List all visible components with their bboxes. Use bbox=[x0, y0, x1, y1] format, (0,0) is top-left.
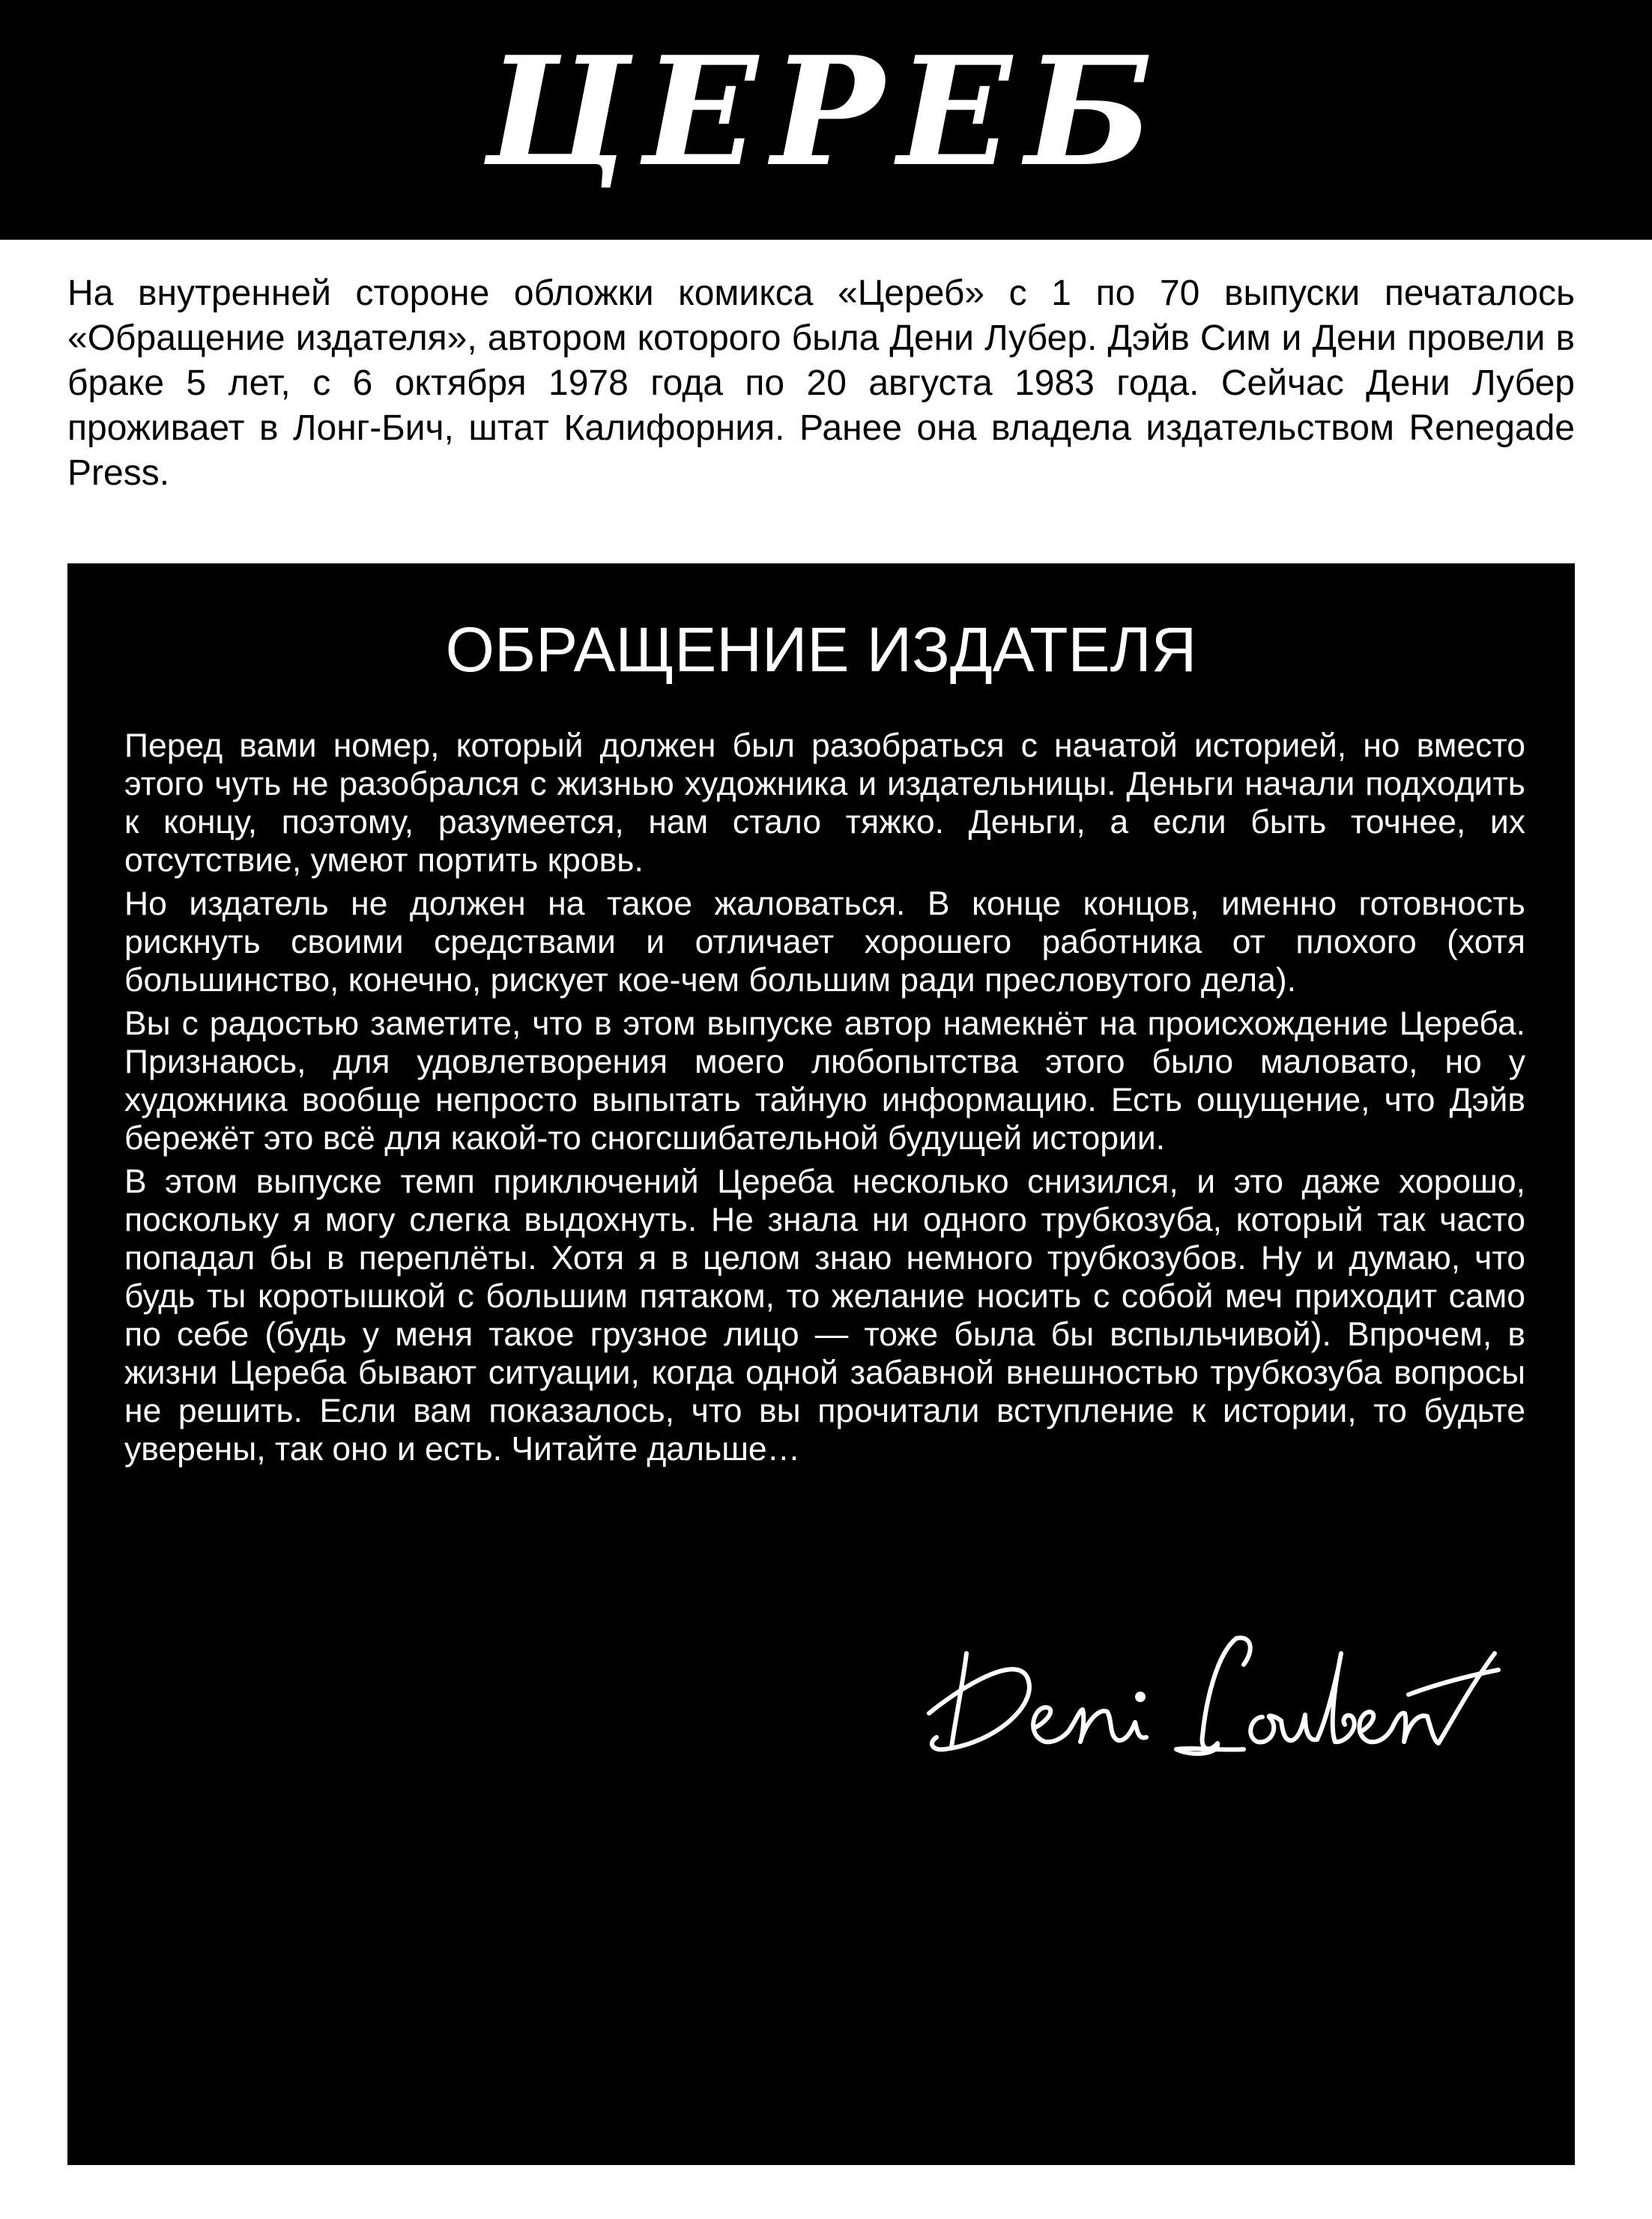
signature-image bbox=[922, 1623, 1506, 1766]
editorial-body bbox=[124, 727, 1525, 1474]
title-band bbox=[0, 0, 1652, 240]
editorial-paragraph: Перед вами номер, который должен был разобраться с начатой историей, но вместо этого чуть не разобрался с жизнью художника и издательницы. Деньги начали подходить к концу, поэтому, разумеется, нам стало тяжко. Деньги, а если быть точнее, их отсутствие, умеют портить кровь. bbox=[124, 727, 1525, 879]
editorial-paragraph: В этом выпуске темп приключений Цереба несколько снизился, и это даже хорошо, поскольку я могу слегка выдохнуть. Не знала ни одного трубкозуба, который так часто попадал бы в переплёты. Хотя я в целом знаю немного трубкозубов. Ну и думаю, что будь ты коротышкой с большим пятаком, то желание носить с собой меч приходит само по себе (будь у меня такое грузное лицо — тоже была бы вспыльчивой). Впрочем, в жизни Цереба бывают ситуации, когда одной забавной внешностью трубкозуба вопросы не решить. Если вам показалось, что вы прочитали вступление к истории, то будьте уверены, так оно и есть. Читайте дальше… bbox=[124, 1163, 1525, 1468]
editorial-paragraph: Вы с радостью заметите, что в этом выпуске автор намекнёт на происхождение Цереба. Признаюсь, для удовлетворения моего любопытства этого было маловато, но у художника вообще непросто выпытать тайную информацию. Есть ощущение, что Дэйв бережёт это всё для какой-то сногсшибательной будущей истории. bbox=[124, 1005, 1525, 1157]
intro-note bbox=[67, 271, 1575, 496]
intro-paragraph: На внутренней стороне обложки комикса «Цереб» с 1 по 70 выпуски печаталось «Обращение издателя», автором которого была Дени Лубер. Дэйв Сим и Дени провели в браке 5 лет, с 6 октября 1978 года по 20 августа 1983 года. Сейчас Дени Лубер проживает в Лонг-Бич, штат Калифорния. Ранее она владела издательством Renegade Press. bbox=[67, 273, 1575, 493]
editorial-title: ОБРАЩЕНИЕ ИЗДАТЕЛЯ bbox=[445, 614, 1197, 685]
editorial-panel bbox=[67, 563, 1575, 2165]
editorial-paragraph: Но издатель не должен на такое жаловаться. В конце концов, именно готовность рискнуть своими средствами и отличает хорошего работника от плохого (хотя большинство, конечно, рискует кое-чем большим ради пресловутого дела). bbox=[124, 886, 1525, 999]
cerebus-logo: ЦЕРЕБ bbox=[485, 24, 1167, 200]
